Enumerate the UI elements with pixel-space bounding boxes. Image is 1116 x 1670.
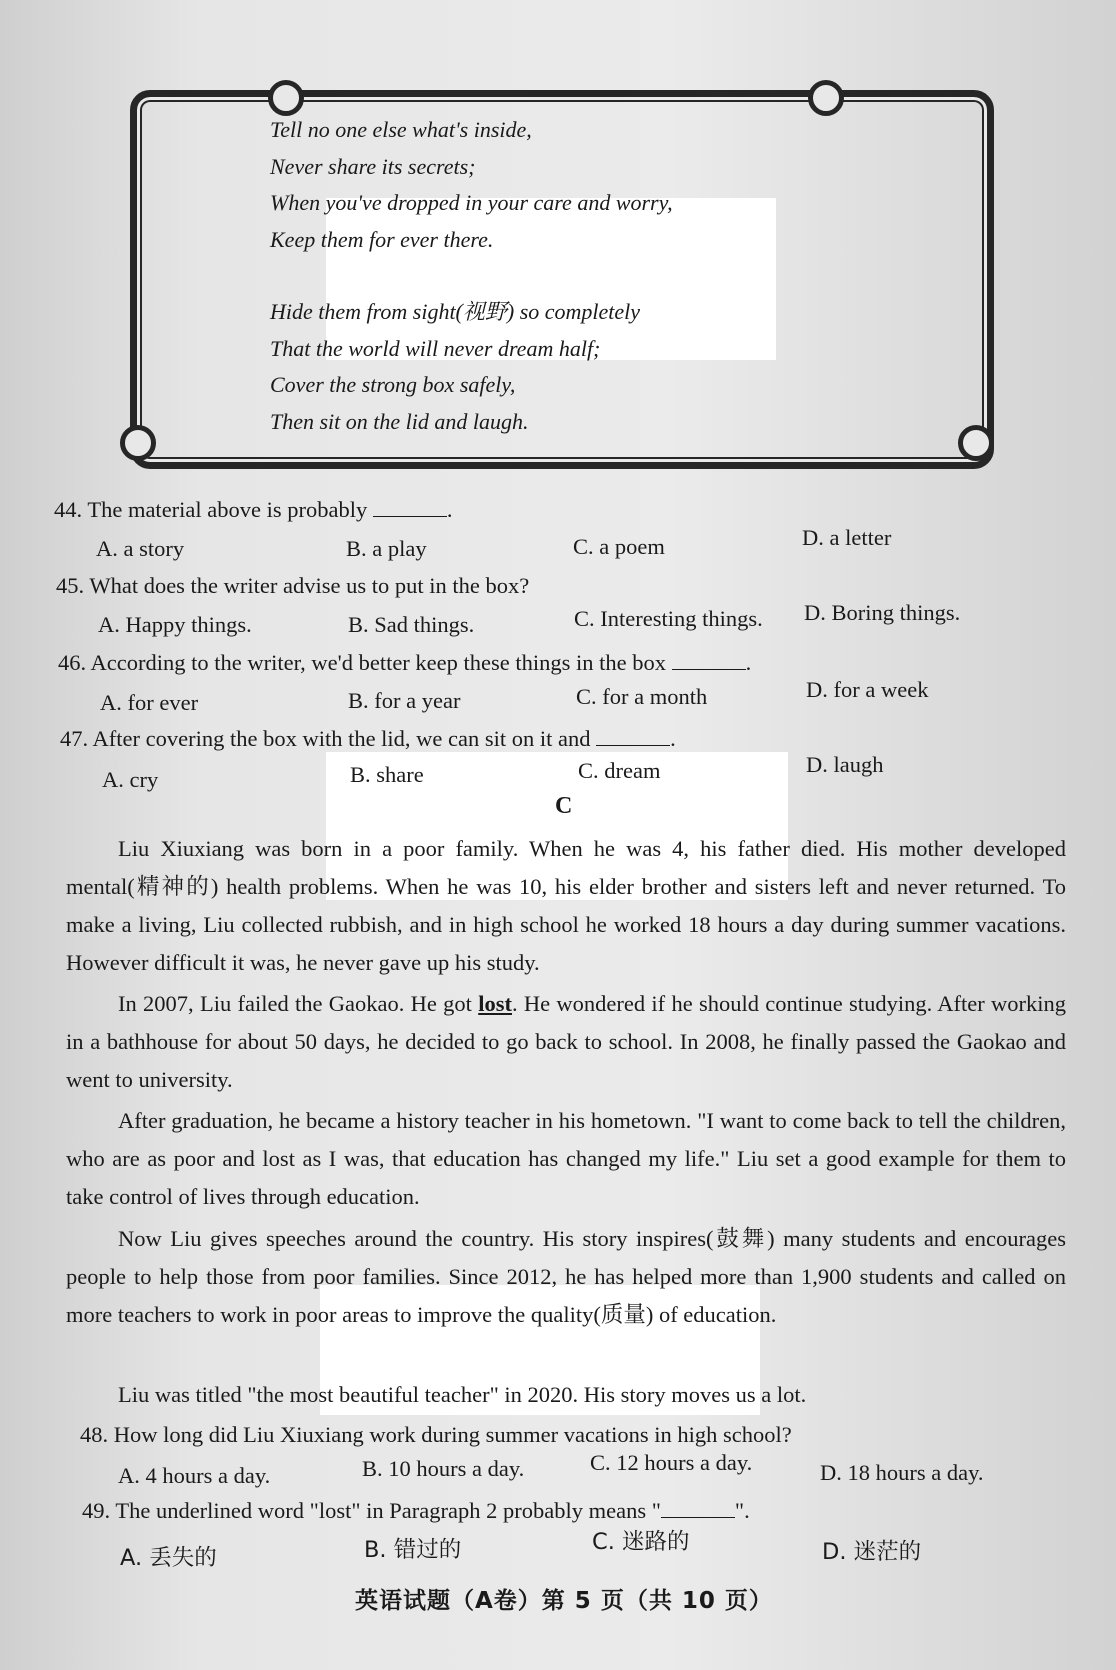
frame-ornament-bottom-right — [958, 425, 994, 461]
option-49-c: C. 迷路的 — [592, 1529, 690, 1555]
question-number: 44. — [54, 497, 83, 522]
poem — [270, 112, 890, 440]
option-46-d: D. for a week — [806, 677, 929, 702]
poem-line: Never share its secrets; — [270, 153, 476, 179]
option-45-b: B. Sad things. — [348, 612, 475, 637]
option-47-c: C. dream — [578, 758, 661, 783]
question-45 — [56, 573, 529, 599]
option-48-b: B. 10 hours a day. — [362, 1456, 525, 1481]
option-45-d: D. Boring things. — [804, 600, 961, 625]
passage-paragraph-3: After graduation, he became a history teacher in his hometown. "I want to come back to tell the children, who are as poor and lost as I was, that education has changed my life." Liu set a good example for them to take control of lives through education. — [66, 1108, 1066, 1209]
option-48-c: C. 12 hours a day. — [590, 1450, 753, 1475]
option-44-d: D. a letter — [802, 525, 892, 550]
poem-line: Tell no one else what's inside, — [270, 117, 532, 142]
question-text: After covering the box with the lid, we can sit on it and — [92, 726, 591, 751]
option-46-b: B. for a year — [348, 688, 461, 713]
question-48 — [80, 1422, 792, 1448]
poem-line: Cover the strong box safely, — [270, 372, 516, 397]
question-47: 47. After covering the box with the lid, we can sit on it and . — [60, 726, 676, 751]
option-44-a: A. a story — [96, 536, 185, 561]
option-44-b: B. a play — [346, 536, 427, 561]
option-45-a: A. Happy things. — [98, 612, 252, 637]
question-44: 44. The material above is probably . — [54, 497, 453, 522]
question-text: What does the writer advise us to put in the box? — [89, 573, 530, 598]
answer-blank — [661, 1499, 735, 1518]
question-number: 47. — [60, 726, 89, 751]
option-48-d: D. 18 hours a day. — [820, 1460, 984, 1485]
page-footer: 英语试题（A卷）第 5 页（共 10 页） — [355, 1588, 773, 1614]
passage-paragraph-2: In 2007, Liu failed the Gaokao. He got lost. He wondered if he should continue studying. After working in a bathhouse for about 50 days, he decided to go back to school. In 2008, he finally passed the Gaokao and went to university. — [66, 991, 1066, 1092]
answer-blank — [672, 651, 746, 670]
frame-ornament-top-right — [808, 80, 844, 116]
option-47-b: B. share — [350, 762, 424, 787]
passage-paragraph-5: Liu was titled "the most beautiful teacher" in 2020. His story moves us a lot. — [118, 1382, 807, 1407]
option-47-d: D. laugh — [806, 752, 884, 777]
answer-blank — [373, 498, 447, 517]
passage-paragraph-1: Liu Xiuxiang was born in a poor family. When he was 4, his father died. His mother developed mental(精神的) health problems. When he was 10, his elder brother and sisters left and never returned. To make a living, Liu collected rubbish, and in high school he worked 18 hours a day during summer vacations. However difficult it was, he never gave up his study. — [66, 836, 1066, 975]
option-44-c: C. a poem — [573, 534, 665, 559]
poem-line: Then sit on the lid and laugh. — [270, 408, 529, 434]
question-46: 46. According to the writer, we'd better keep these things in the box . — [58, 650, 752, 675]
option-46-a: A. for ever — [100, 690, 199, 715]
underlined-word: lost — [478, 991, 512, 1016]
question-number: 49. — [82, 1498, 111, 1523]
section-heading: C — [555, 793, 573, 819]
question-49: 49. The underlined word "lost" in Paragraph 2 probably means " ". — [82, 1498, 750, 1523]
question-text: The underlined word "lost" in Paragraph 2 probably means " — [115, 1498, 661, 1523]
question-number: 45. — [56, 573, 85, 598]
answer-blank — [596, 727, 670, 746]
option-49-a: A. 丢失的 — [120, 1545, 217, 1571]
option-49-d: D. 迷茫的 — [822, 1539, 922, 1565]
question-text: The material above is probably — [87, 497, 368, 522]
option-45-c: C. Interesting things. — [574, 606, 763, 631]
question-number: 48. — [80, 1422, 109, 1447]
poem-line: Keep them for ever there. — [270, 226, 494, 252]
question-text: According to the writer, we'd better keep these things in the box — [90, 650, 667, 675]
option-47-a: A. cry — [102, 767, 159, 792]
option-48-a: A. 4 hours a day. — [118, 1463, 271, 1488]
poem-line: When you've dropped in your care and worry, — [270, 190, 673, 215]
question-number: 46. — [58, 650, 87, 675]
frame-ornament-bottom-left — [120, 425, 156, 461]
poem-line: Hide them from sight(视野) so completely — [270, 299, 641, 324]
option-49-b: B. 错过的 — [364, 1537, 462, 1563]
question-text: How long did Liu Xiuxiang work during summer vacations in high school? — [113, 1422, 792, 1447]
passage-paragraph-4: Now Liu gives speeches around the country. His story inspires(鼓舞) many students and encourages people to help those from poor families. Since 2012, he has helped more than 1,900 students and called on more teachers to work in poor areas to improve the quality(质量) of education. — [66, 1226, 1066, 1327]
poem-line: That the world will never dream half; — [270, 335, 601, 361]
frame-ornament-top-left — [268, 80, 304, 116]
option-46-c: C. for a month — [576, 684, 708, 709]
